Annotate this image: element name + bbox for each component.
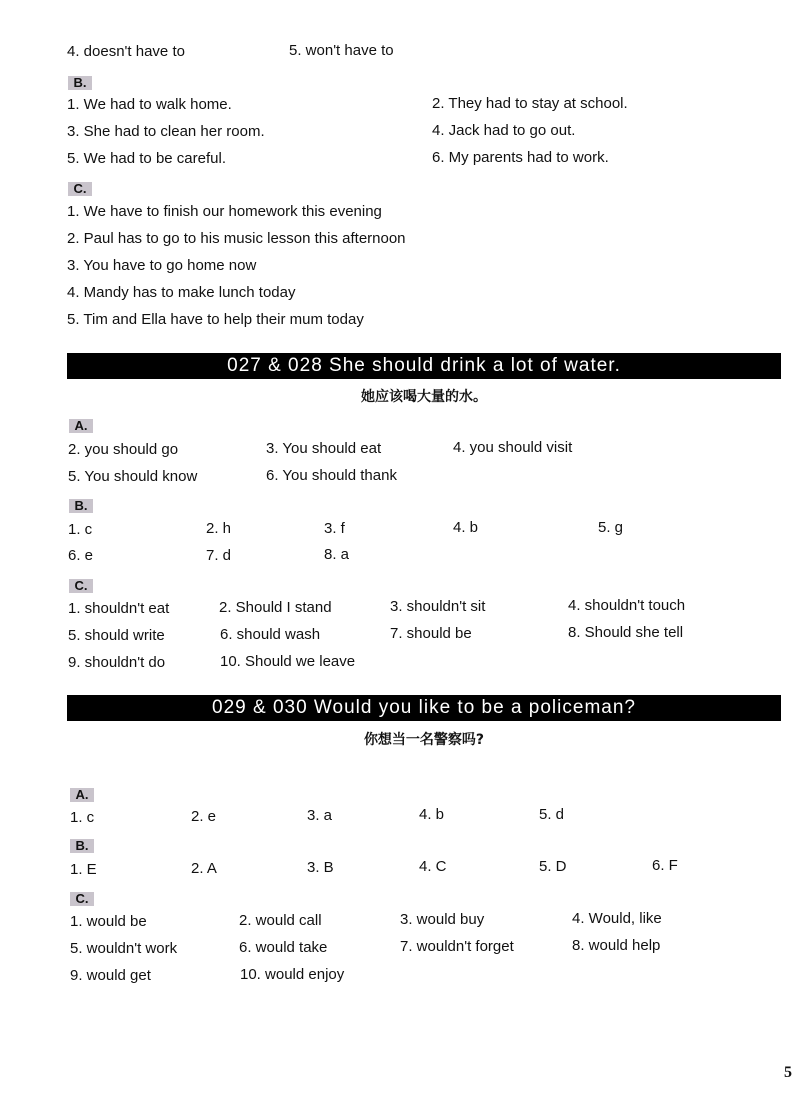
answer-item: 4. b bbox=[419, 806, 445, 823]
answer-item: 2. Should I stand bbox=[219, 599, 332, 616]
answer-item: 3. f bbox=[324, 520, 345, 537]
answer-item: 4. b bbox=[453, 519, 479, 536]
answer-item: 7. wouldn't forget bbox=[400, 938, 514, 955]
section-label-a: A. bbox=[69, 419, 93, 433]
answer-item: 5. should write bbox=[68, 627, 165, 644]
section-label-c: C. bbox=[68, 182, 92, 196]
section-label-a: A. bbox=[70, 788, 94, 802]
answer-item: 8. would help bbox=[572, 937, 661, 954]
page-number: 5 bbox=[784, 1064, 792, 1081]
answer-item: 5. wouldn't work bbox=[70, 940, 178, 957]
unit-subtitle: 你想当一名警察吗? bbox=[363, 732, 485, 748]
answer-item: 3. You should eat bbox=[266, 440, 382, 457]
answer-item: 6. e bbox=[68, 547, 94, 564]
answer-item: 6. F bbox=[652, 857, 678, 874]
unit-title-banner: 027 & 028 She should drink a lot of water. bbox=[67, 353, 781, 379]
answer-item: 6. would take bbox=[239, 939, 328, 956]
answer-item: 3. a bbox=[307, 807, 333, 824]
answer-item: 2. h bbox=[206, 520, 232, 537]
answer-item: 8. Should she tell bbox=[568, 624, 684, 641]
answer-item: 9. would get bbox=[70, 967, 151, 984]
unit-title-banner: 029 & 030 Would you like to be a policeman? bbox=[67, 695, 781, 721]
answer-item: 4. C bbox=[419, 858, 447, 875]
answer-item: 7. should be bbox=[390, 625, 472, 642]
answer-item: 5. You should know bbox=[68, 468, 198, 485]
answer-item: 9. shouldn't do bbox=[68, 654, 166, 671]
answer-item: 1. We have to finish our homework this evening bbox=[67, 203, 382, 220]
answer-item: 5. We had to be careful. bbox=[67, 150, 226, 167]
answer-item: 2. you should go bbox=[68, 441, 179, 458]
answer-item: 5. D bbox=[539, 858, 567, 875]
section-label-c: C. bbox=[69, 579, 93, 593]
answer-item: 3. She had to clean her room. bbox=[67, 123, 265, 140]
section-label-c: C. bbox=[70, 892, 94, 906]
unit-subtitle: 她应该喝大量的水。 bbox=[361, 389, 487, 405]
answer-item: 2. would call bbox=[239, 912, 322, 929]
answer-item: 6. should wash bbox=[220, 626, 321, 643]
answer-item: 2. Paul has to go to his music lesson this afternoon bbox=[67, 230, 406, 247]
answer-item: 3. You have to go home now bbox=[67, 257, 257, 274]
answer-item: 4. you should visit bbox=[453, 439, 573, 456]
answer-item: 1. shouldn't eat bbox=[68, 600, 170, 617]
answer-item: 1. E bbox=[70, 861, 97, 878]
answer-item: 2. They had to stay at school. bbox=[432, 95, 628, 112]
answer-item: 5. Tim and Ella have to help their mum today bbox=[67, 311, 364, 328]
answer-item: 4. Mandy has to make lunch today bbox=[67, 284, 296, 301]
section-label-b: B. bbox=[68, 76, 92, 90]
answer-item: 1. c bbox=[68, 521, 93, 538]
answer-item: 4. Jack had to go out. bbox=[432, 122, 576, 139]
answer-item: 4. Would, like bbox=[572, 910, 662, 927]
answer-item: 1. We had to walk home. bbox=[67, 96, 232, 113]
section-label-b: B. bbox=[70, 839, 94, 853]
answer-item: 1. c bbox=[70, 809, 95, 826]
section-label-b: B. bbox=[69, 499, 93, 513]
answer-item: 8. a bbox=[324, 546, 350, 563]
answer-item: 10. Should we leave bbox=[220, 653, 356, 670]
answer-item: 10. would enjoy bbox=[240, 966, 345, 983]
answer-item: 3. shouldn't sit bbox=[390, 598, 486, 615]
answer-item: 1. would be bbox=[70, 913, 147, 930]
answer-item: 3. B bbox=[307, 859, 334, 876]
answer-item: 2. e bbox=[191, 808, 217, 825]
answer-item: 3. would buy bbox=[400, 911, 485, 928]
answer-item: 4. shouldn't touch bbox=[568, 597, 686, 614]
answer-item: 2. A bbox=[191, 860, 217, 877]
answer-item: 5. g bbox=[598, 519, 624, 536]
answer-item: 4. doesn't have to bbox=[67, 43, 185, 60]
answer-item: 5. won't have to bbox=[289, 42, 394, 59]
answer-item: 5. d bbox=[539, 806, 565, 823]
answer-item: 6. You should thank bbox=[266, 467, 397, 484]
answer-item: 7. d bbox=[206, 547, 232, 564]
answer-item: 6. My parents had to work. bbox=[432, 149, 609, 166]
